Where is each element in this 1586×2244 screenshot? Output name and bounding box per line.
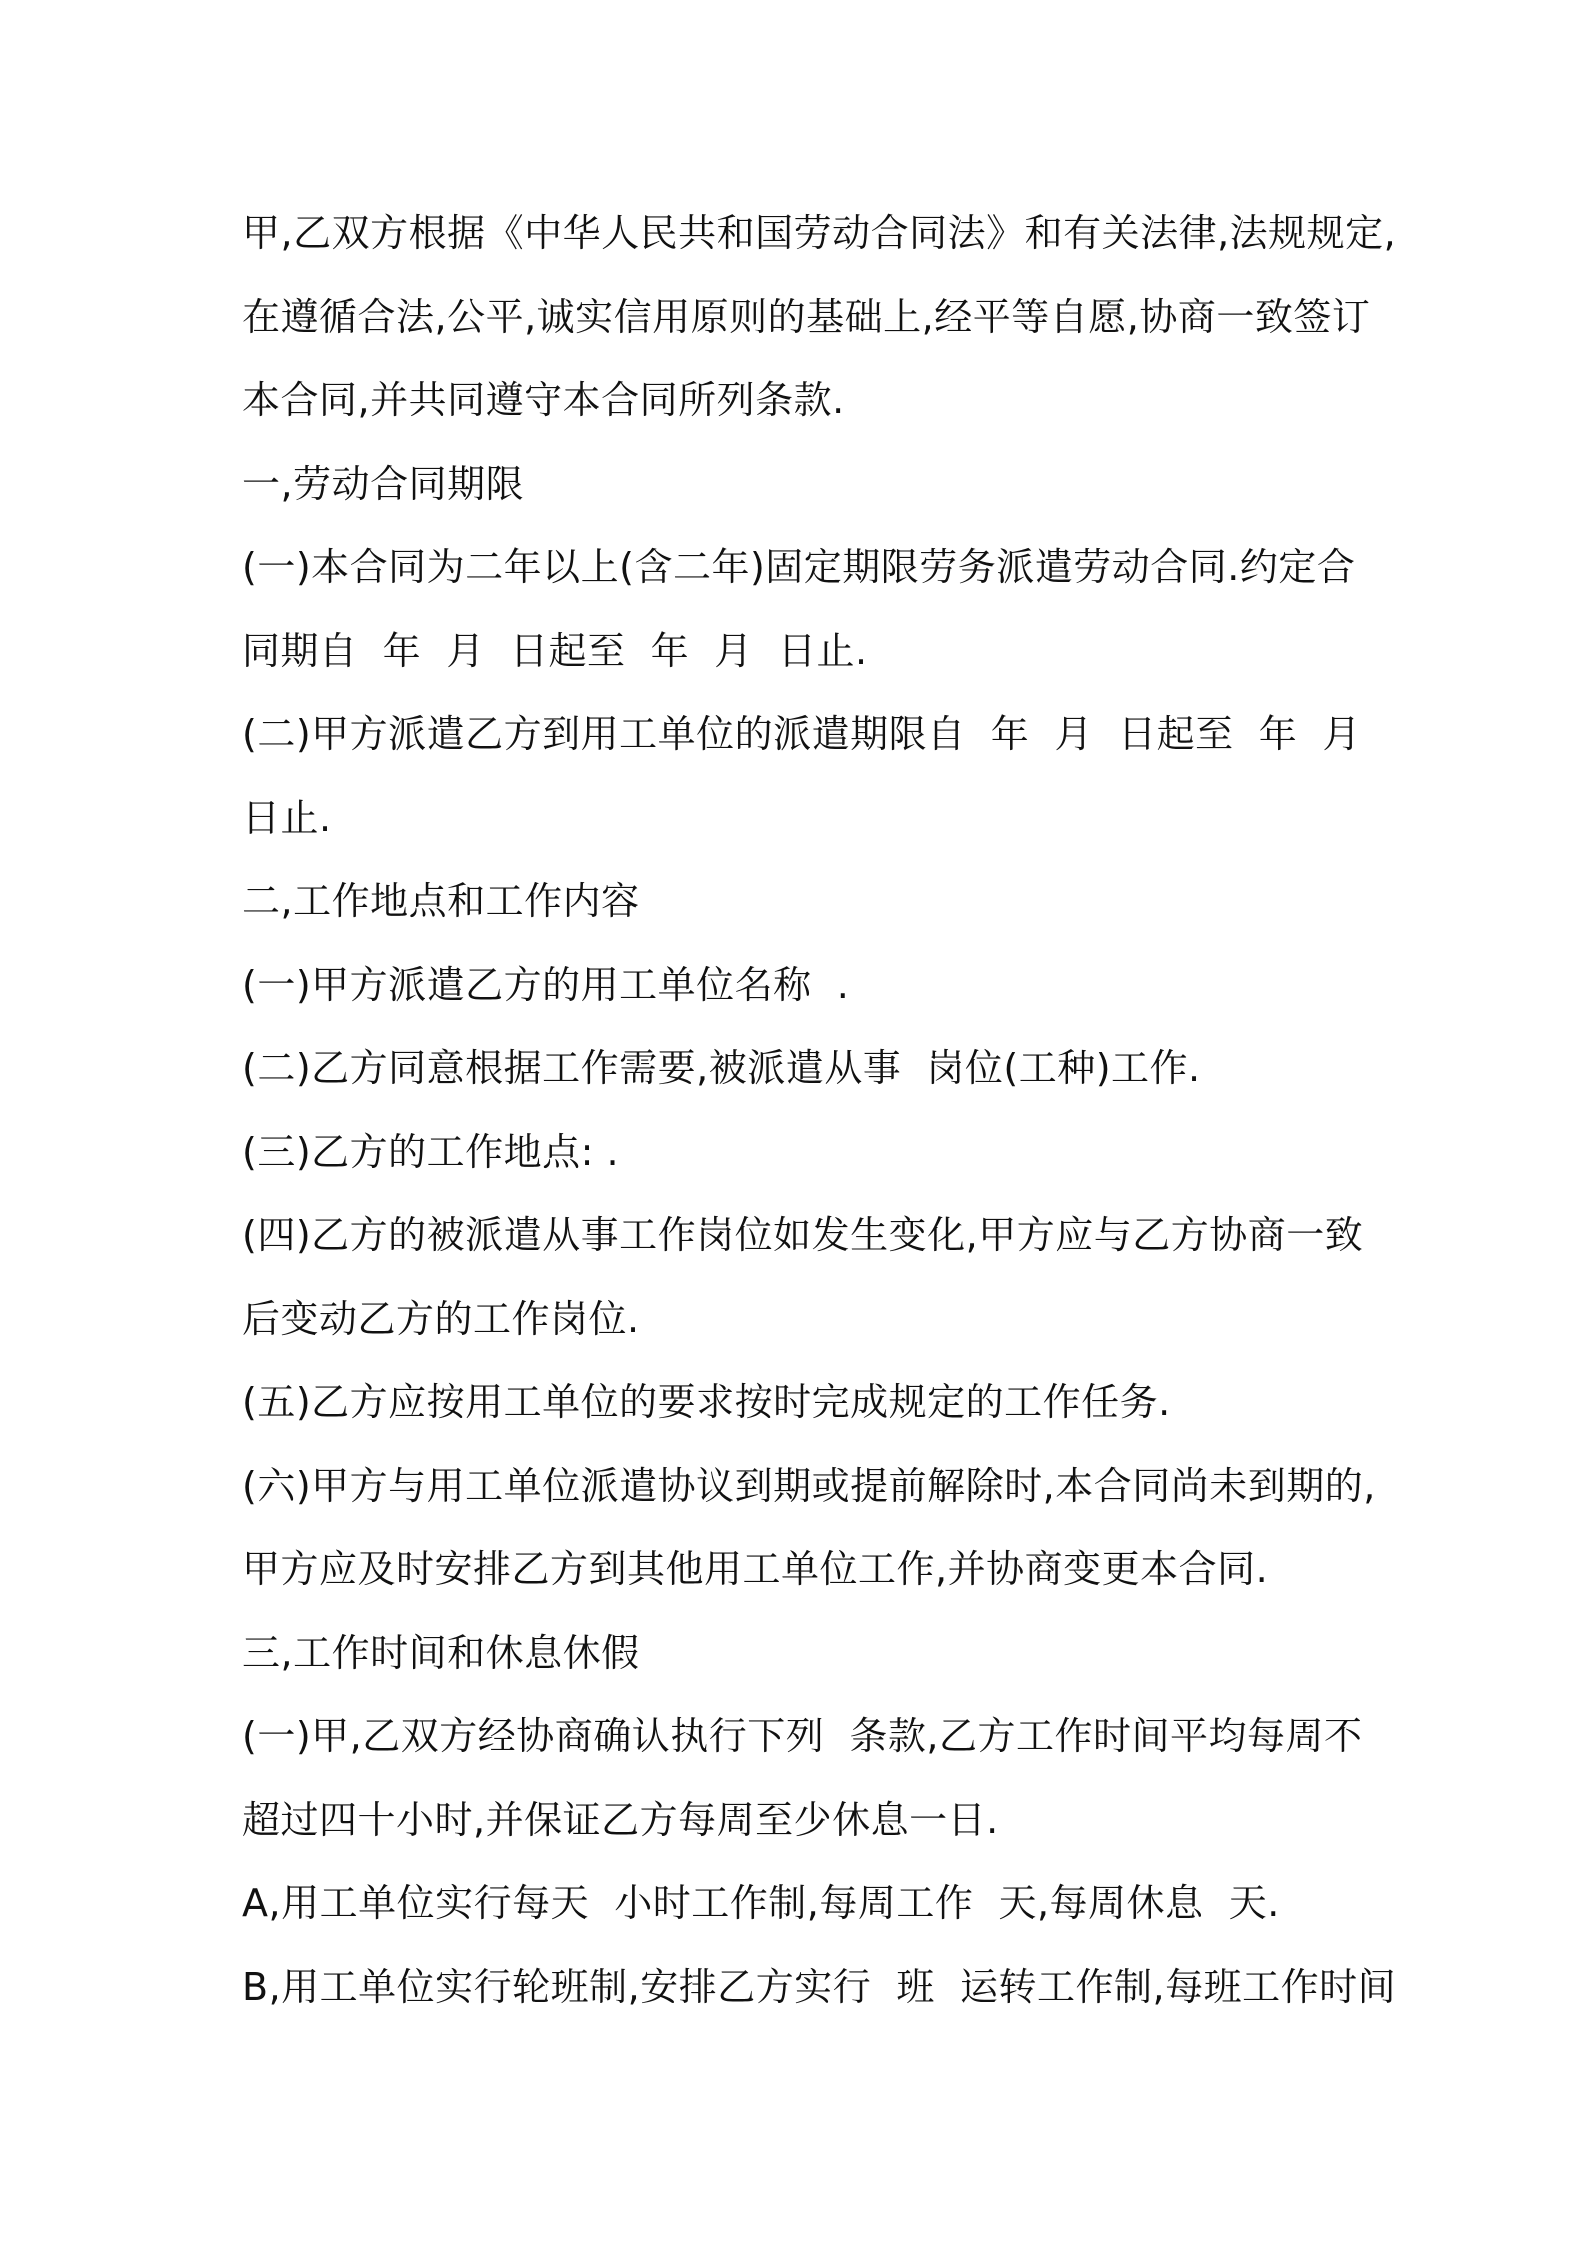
paragraph-line: (二)甲方派遣乙方到用工单位的派遣期限自 年 月 日起至 年 月 (242, 712, 1361, 756)
paragraph-line: 日止. (242, 795, 332, 840)
paragraph-line: (五)乙方应按用工单位的要求按时完成规定的工作任务. (242, 1380, 1171, 1424)
paragraph-line: 后变动乙方的工作岗位. (242, 1296, 640, 1341)
section-heading: 三,工作时间和休息休假 (242, 1630, 640, 1675)
paragraph-line: (四)乙方的被派遣从事工作岗位如发生变化,甲方应与乙方协商一致 (242, 1213, 1364, 1257)
paragraph-line: 甲,乙双方根据《中华人民共和国劳动合同法》和有关法律,法规规定, (242, 211, 1397, 255)
paragraph-line: 甲方应及时安排乙方到其他用工单位工作,并协商变更本合同. (242, 1547, 1269, 1591)
paragraph-line: (一)本合同为二年以上(含二年)固定期限劳务派遣劳动合同.约定合 (242, 545, 1356, 589)
paragraph-line: (二)乙方同意根据工作需要,被派遣从事 岗位(工种)工作. (242, 1046, 1201, 1090)
paragraph-line: A,用工单位实行每天 小时工作制,每周工作 天,每周休息 天. (242, 1881, 1280, 1925)
paragraph-line: 在遵循合法,公平,诚实信用原则的基础上,经平等自愿,协商一致签订 (242, 294, 1371, 339)
paragraph-line: B,用工单位实行轮班制,安排乙方实行 班 运转工作制,每班工作时间 (242, 1964, 1397, 2009)
paragraph-line: 超过四十小时,并保证乙方每周至少休息一日. (242, 1797, 999, 1842)
paragraph-line: (一)甲,乙双方经协商确认执行下列 条款,乙方工作时间平均每周不 (242, 1714, 1363, 1758)
paragraph-line: (三)乙方的工作地点: . (242, 1129, 620, 1174)
contract-text (242, 192, 1397, 2029)
paragraph-line: 本合同,并共同遵守本合同所列条款. (242, 378, 845, 422)
paragraph-line: (一)甲方派遣乙方的用工单位名称 . (242, 962, 850, 1007)
section-heading: 一,劳动合同期限 (242, 461, 525, 506)
paragraph-line: 同期自 年 月 日起至 年 月 日止. (242, 628, 868, 673)
section-heading: 二,工作地点和工作内容 (242, 879, 640, 923)
paragraph-line: (六)甲方与用工单位派遣协议到期或提前解除时,本合同尚未到期的, (242, 1463, 1376, 1508)
